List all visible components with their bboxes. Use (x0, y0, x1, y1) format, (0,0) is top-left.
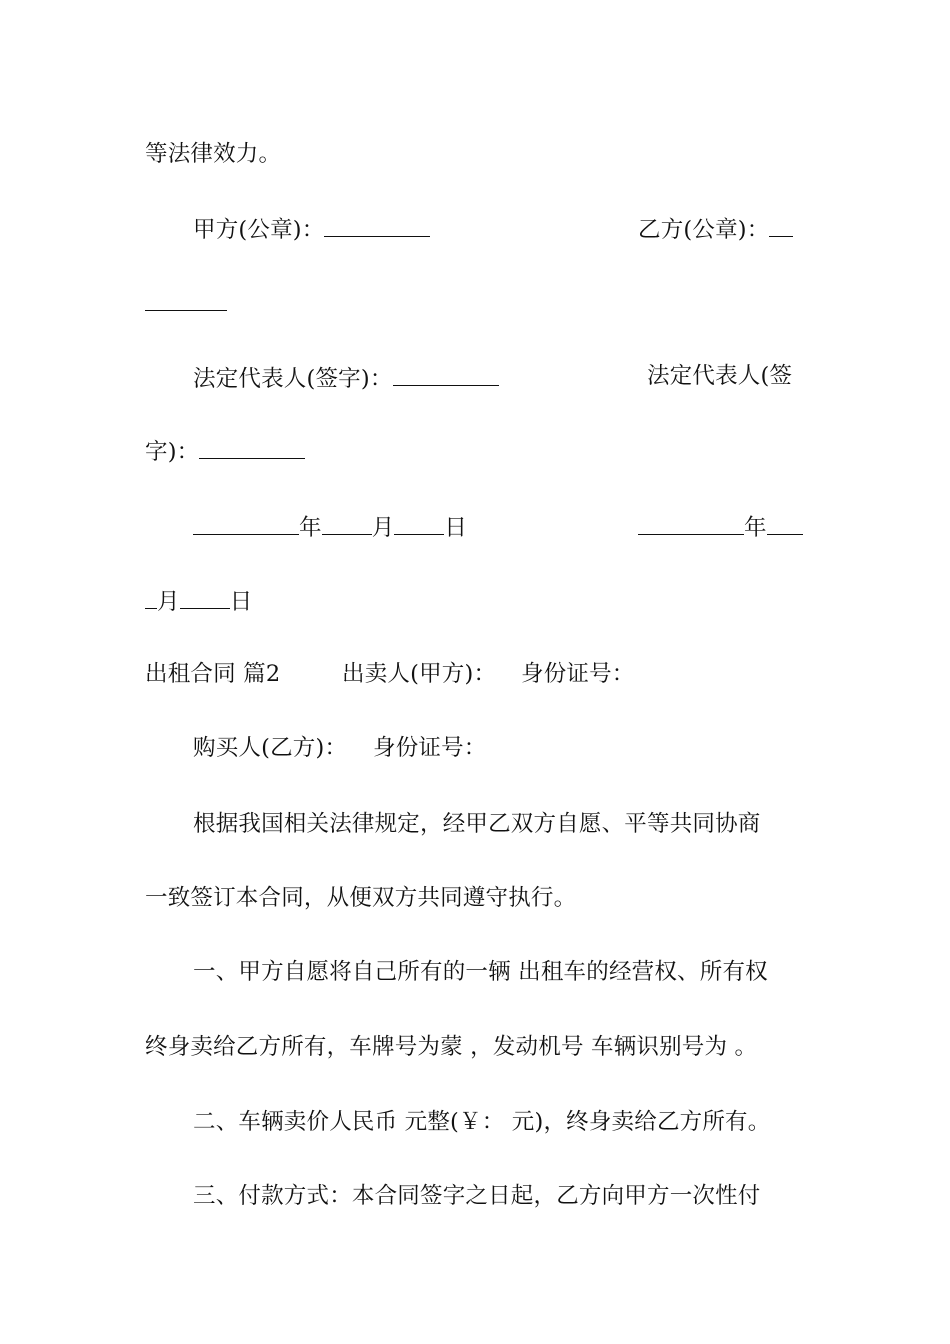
date-b-year: 年 (744, 515, 767, 541)
party-b-seal-blank-start (769, 212, 793, 237)
date-a-day: 日 (444, 515, 468, 541)
date-b-month: 月 (157, 589, 180, 615)
date-a-month: 月 (371, 515, 395, 541)
representative-line-continued (145, 434, 810, 467)
rep-a-blank (393, 361, 499, 386)
rep-b-blank (199, 434, 305, 459)
date-b (638, 510, 803, 543)
date-a-month-blank (322, 510, 372, 535)
party-a-seal-blank (324, 212, 430, 237)
rep-a-label: 法定代表人(签字)： (193, 366, 393, 392)
party-a-seal-label: 甲方(公章)： (193, 217, 325, 243)
paragraph-line: 根据我国相关法律规定，经甲乙双方自愿、平等共同协商 (193, 811, 761, 837)
date-a-year-blank (193, 510, 299, 535)
date-a-day-blank (394, 510, 444, 535)
seller-id-label: 身份证号： (521, 661, 635, 687)
date-b-year-blank (638, 510, 744, 535)
rep-b-label-part2: 字)： (145, 439, 200, 465)
buyer-label: 购买人(乙方)： (193, 735, 348, 761)
buyer-id-label: 身份证号： (373, 735, 487, 761)
party-b-seal-label: 乙方(公章)： (638, 217, 770, 243)
clause-1-line: 一、甲方自愿将自己所有的一辆 出租车的经营权、所有权 (193, 959, 768, 985)
seal-line-continued (145, 286, 810, 319)
section-heading-line (145, 659, 810, 689)
clause-2-line: 二、车辆卖价人民币 元整(￥： 元)，终身卖给乙方所有。 (193, 1109, 771, 1135)
date-line-continued (145, 584, 810, 617)
date-b-month-blank-start (767, 510, 803, 535)
date-b-day: 日 (229, 589, 253, 615)
rep-b-label-part1: 法定代表人(签 (647, 363, 793, 389)
date-line (193, 510, 810, 543)
text-line: 等法律效力。 (145, 141, 282, 167)
paragraph-line: 一致签订本合同，从便双方共同遵守执行。 (145, 885, 577, 911)
party-b-seal (638, 212, 793, 245)
seller-label: 出卖人(甲方)： (342, 661, 497, 687)
date-b-month-blank-end (145, 584, 157, 609)
party-b-seal-blank-end (145, 286, 227, 311)
seal-line (193, 212, 810, 245)
section-heading: 出租合同 篇2 (145, 661, 281, 687)
date-b-day-blank (180, 584, 230, 609)
buyer-line (193, 733, 810, 763)
clause-3-line: 三、付款方式：本合同签字之日起，乙方向甲方一次性付 (193, 1183, 761, 1209)
clause-1-line: 终身卖给乙方所有，车牌号为蒙 ，发动机号 车辆识别号为 。 (145, 1034, 758, 1060)
date-a-year: 年 (299, 515, 322, 541)
representative-line (193, 361, 810, 394)
